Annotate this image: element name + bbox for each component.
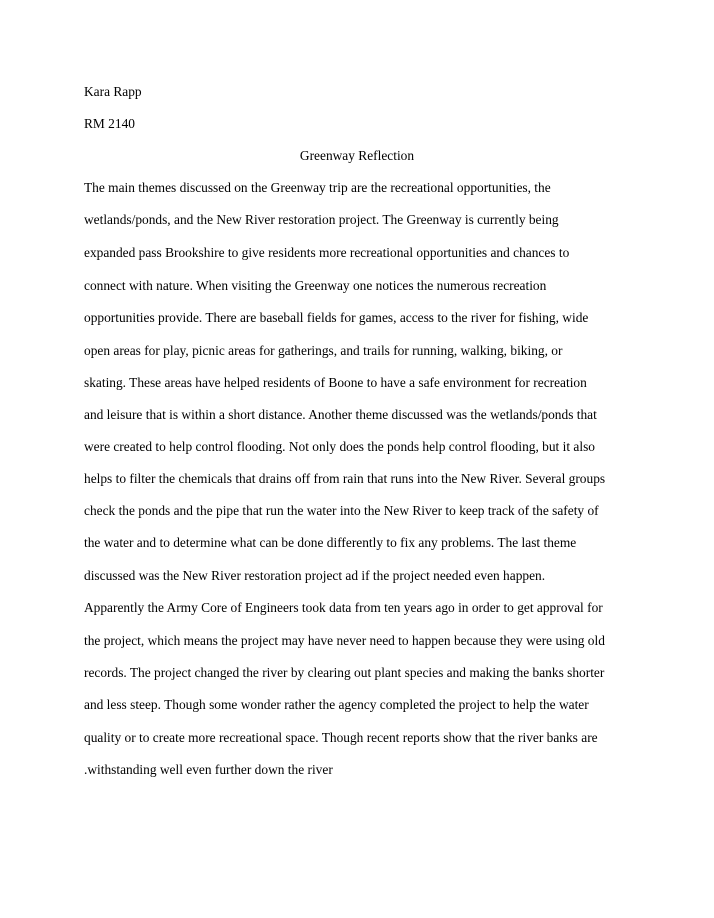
body-line: check the ponds and the pipe that run the water into the New River to keep track of the safety of	[84, 503, 599, 518]
body-line: Apparently the Army Core of Engineers took data from ten years ago in order to get approval for	[84, 600, 603, 615]
body-line: quality or to create more recreational space. Though recent reports show that the river banks are	[84, 730, 598, 745]
body-line: wetlands/ponds, and the New River restoration project. The Greenway is currently being	[84, 212, 559, 227]
document-title: Greenway Reflection	[299, 148, 415, 163]
body-line: and less steep. Though some wonder rather the agency completed the project to help the water	[84, 697, 589, 712]
body-line: expanded pass Brookshire to give residents more recreational opportunities and chances to	[84, 245, 570, 260]
course-code: RM 2140	[84, 116, 135, 131]
body-line: connect with nature. When visiting the Greenway one notices the numerous recreation	[84, 278, 547, 293]
body-line: the water and to determine what can be done differently to fix any problems. The last theme	[84, 535, 577, 550]
body-line: were created to help control flooding. Not only does the ponds help control flooding, but it also	[84, 439, 595, 454]
body-line: and leisure that is within a short distance. Another theme discussed was the wetlands/ponds that	[84, 407, 597, 422]
author-name: Kara Rapp	[84, 84, 142, 99]
body-line: skating. These areas have helped residents of Boone to have a safe environment for recreation	[84, 375, 587, 390]
body-line: .withstanding well even further down the river	[84, 762, 333, 777]
body-line: open areas for play, picnic areas for gatherings, and trails for running, walking, biking, or	[84, 343, 563, 358]
body-line: opportunities provide. There are baseball fields for games, access to the river for fishing, wide	[84, 310, 589, 325]
body-line: The main themes discussed on the Greenway trip are the recreational opportunities, the	[84, 180, 551, 195]
body-line: records. The project changed the river by clearing out plant species and making the banks shorter	[84, 665, 605, 680]
body-line: helps to filter the chemicals that drains off from rain that runs into the New River. Several groups	[84, 471, 606, 486]
body-line: discussed was the New River restoration project ad if the project needed even happen.	[84, 568, 546, 583]
body-line: the project, which means the project may have never need to happen because they were using old	[84, 633, 605, 648]
